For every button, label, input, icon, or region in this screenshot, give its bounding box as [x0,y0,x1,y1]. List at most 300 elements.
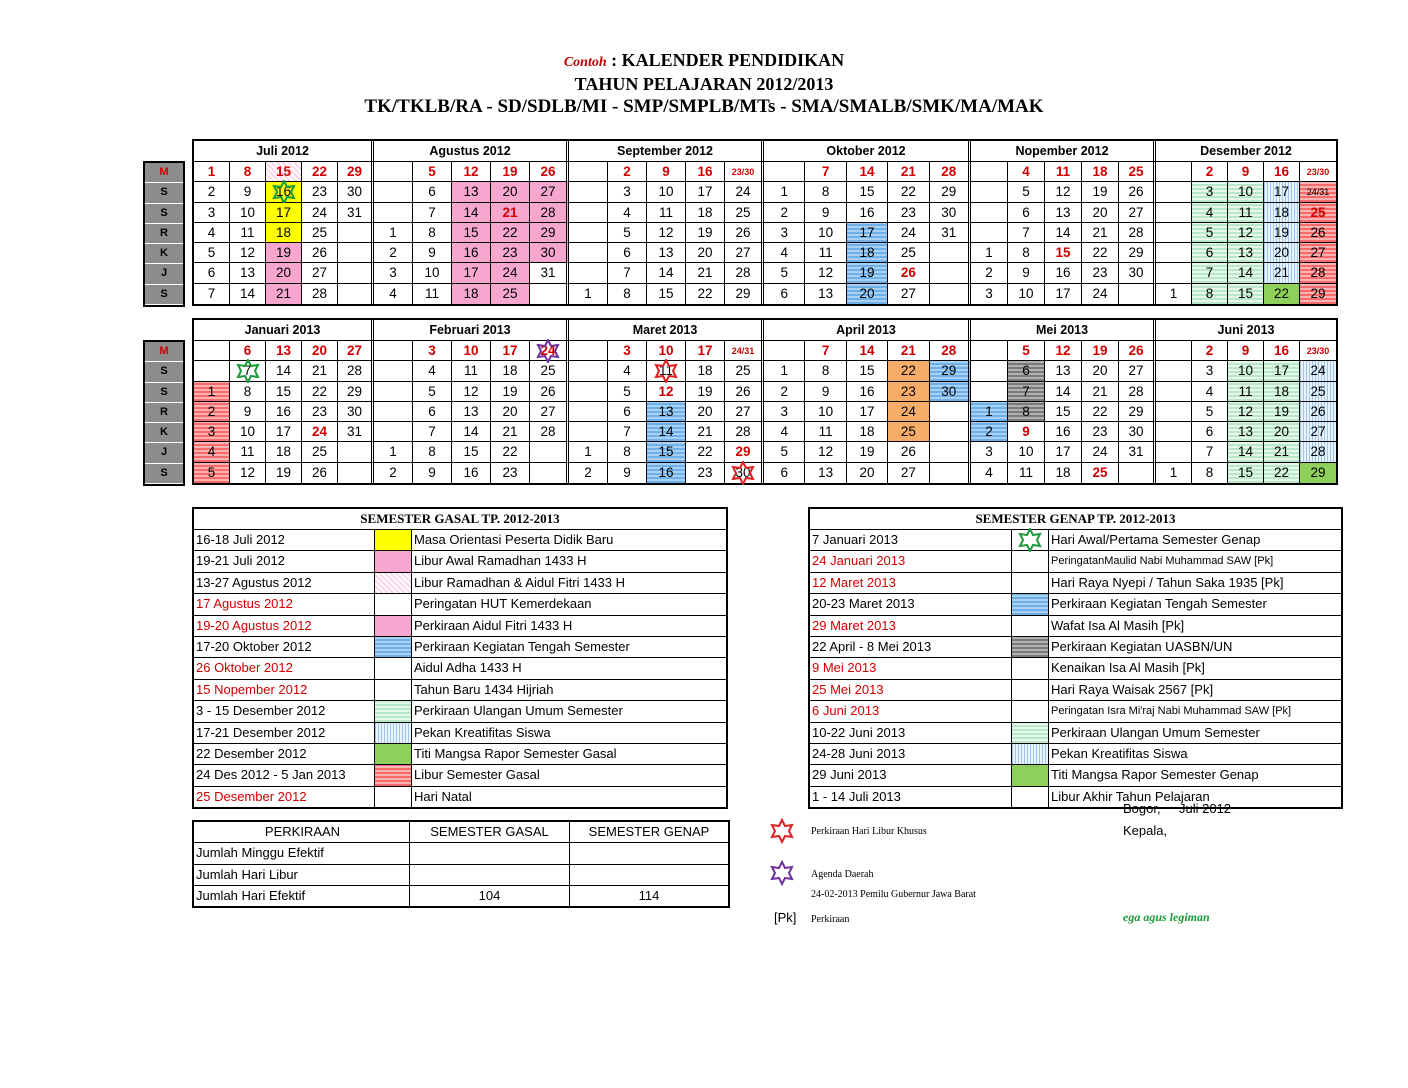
calendar-day: 21 [686,263,725,283]
day-label: S [145,204,183,224]
calendar-day: 21 [302,361,338,381]
calendar-day: 6 [413,182,452,202]
calendar-day: 19 [1082,182,1119,202]
calendar-day [569,162,608,182]
calendar-day: 4 [971,463,1008,483]
day-label: R [145,224,183,244]
calendar-day: 2 [971,422,1008,442]
calendar-day: 11 [647,203,686,223]
calendar-day: 26 [888,442,929,462]
calendar-day: 26 [530,382,569,402]
calendar-day: 28 [1300,263,1336,283]
calendar-day: 21 [266,284,302,304]
calendar-day: 30 [1119,422,1156,442]
calendar-day: 18 [686,361,725,381]
calendar-day: 18 [266,223,302,243]
purple-star-icon [768,860,796,886]
calendar-day: 4 [413,361,452,381]
signature-place: Bogor, [1123,801,1161,816]
calendar-day: 2 [374,243,413,263]
calendar-day: 29 [1119,243,1156,263]
calendar-day: 17 [686,182,725,202]
calendar-day: 13 [805,284,846,304]
month-name-row [194,320,1336,341]
calendar-day: 4 [194,442,230,462]
calendar-day: 17 [686,341,725,361]
calendar-day: 3 [971,284,1008,304]
calendar-day: 1 [971,243,1008,263]
semester-row [194,787,726,807]
calendar-day: 6 [764,463,805,483]
calendar-day: 10 [230,203,266,223]
calendar-day: 11 [805,243,846,263]
calendar-day: 5 [194,463,230,483]
calendar-day: 2 [971,263,1008,283]
calendar-day: 10 [413,263,452,283]
calendar-day: 15 [452,442,491,462]
calendar-day: 3 [413,341,452,361]
calendar-day: 21 [1264,263,1300,283]
calendar-day: 6 [230,341,266,361]
day-label: S [145,362,183,382]
calendar-day [194,341,230,361]
calendar-day: 25 [1300,203,1336,223]
calendar-day: 30 [338,182,374,202]
semester-row [810,787,1341,807]
event-description: Libur Semester Gasal [414,767,540,783]
calendar-day: 26 [530,162,569,182]
calendar-day: 29 [1300,463,1336,483]
perkiraan-row [194,886,728,906]
calendar-day: 27 [725,243,764,263]
calendar-day: 3 [608,341,647,361]
calendar-day [1156,422,1192,442]
calendar-day: 28 [1300,442,1336,462]
event-color-swatch [1012,637,1049,657]
semester-row [810,744,1341,765]
calendar-day: 25 [725,361,764,381]
calendar-day [569,341,608,361]
calendar-day [1119,284,1156,304]
signature-role: Kepala, [1123,823,1168,838]
event-date: 17 Agustus 2012 [194,594,375,614]
calendar-day: 3 [1192,361,1228,381]
day-label: M [145,163,183,183]
calendar-day [374,382,413,402]
calendar-day [971,341,1008,361]
calendar-day [930,402,971,422]
event-color-swatch [375,744,412,764]
calendar-day: 28 [530,422,569,442]
calendar-day: 6 [1192,422,1228,442]
calendar-day: 13 [452,402,491,422]
star-icon [234,359,262,383]
calendar-day: 30 [725,463,764,483]
calendar-day: 12 [805,442,846,462]
calendar-day: 15 [847,361,888,381]
calendar-day: 27 [1300,243,1336,263]
event-color-swatch [375,680,412,700]
calendar-day [1156,182,1192,202]
calendar-day [530,463,569,483]
title-line1 [0,50,1408,71]
calendar-day: 12 [647,382,686,402]
calendar-day: 7 [194,284,230,304]
event-description: Libur Ramadhan & Aidul Fitri 1433 H [414,574,626,590]
calendar-day: 30 [1119,263,1156,283]
semester-row [810,594,1341,615]
title-line3: TK/TKLB/RA - SD/SDLB/MI - SMP/SMPLB/MTs - SMA/SMALB/SMK/MA/MAK [364,96,1044,117]
event-date: 10-22 Juni 2013 [810,723,1012,743]
calendar-day [1156,361,1192,381]
calendar-day: 25 [302,442,338,462]
calendar-day: 14 [452,203,491,223]
calendar-day: 17 [266,422,302,442]
event-description: Libur Awal Ramadhan 1433 H [414,553,587,569]
calendar-day: 28 [338,361,374,381]
calendar-day: 25 [491,284,530,304]
calendar-day: 29 [725,284,764,304]
calendar-day: 13 [1045,361,1082,381]
calendar-day: 15 [647,442,686,462]
calendar-day: 6 [608,243,647,263]
perkiraan-table [192,820,730,908]
calendar-day: 4 [608,361,647,381]
calendar-day: 23 [1082,422,1119,442]
calendar-day: 15 [847,182,888,202]
semester-row [810,616,1341,637]
calendar-day: 24 [530,341,569,361]
calendar-day: 20 [266,263,302,283]
event-description: Hari Natal [414,788,472,804]
calendar-day: 6 [1008,203,1045,223]
calendar-day: 24 [725,182,764,202]
calendar-day: 18 [847,422,888,442]
calendar-day: 3 [764,402,805,422]
calendar-day: 15 [1045,402,1082,422]
calendar-day: 4 [1192,203,1228,223]
calendar-day [930,422,971,442]
calendar-day: 11 [413,284,452,304]
calendar-day: 15 [266,162,302,182]
event-date: 17-20 Oktober 2012 [194,637,375,657]
calendar-day: 6 [608,402,647,422]
calendar-day: 2 [1192,341,1228,361]
semester-row [810,701,1341,722]
calendar-day: 22 [1082,402,1119,422]
calendar-day: 12 [452,162,491,182]
calendar-day: 10 [230,422,266,442]
calendar-day [971,162,1008,182]
calendar-day: 22 [686,442,725,462]
calendar-day: 19 [686,382,725,402]
calendar-day: 26 [1119,341,1156,361]
calendar-day: 12 [1228,402,1264,422]
gasal-header: SEMESTER GASAL [410,822,570,842]
calendar-day: 23 [491,243,530,263]
calendar-day: 7 [805,162,846,182]
calendar-day: 26 [1119,182,1156,202]
calendar-day [338,263,374,283]
event-date: 3 - 15 Desember 2012 [194,701,375,721]
calendar-day: 13 [266,341,302,361]
calendar-day: 10 [452,341,491,361]
semester-row [194,530,726,551]
calendar-day [374,162,413,182]
event-color-swatch [375,701,412,721]
month-name: Juli 2012 [194,141,374,161]
calendar-day: 16 [266,402,302,422]
event-description: Hari Raya Waisak 2567 [Pk] [1051,681,1214,697]
day-label: J [145,443,183,463]
calendar-day [930,263,971,283]
calendar-day: 24 [1300,361,1336,381]
calendar-day: 14 [1228,263,1264,283]
calendar-day: 14 [1228,442,1264,462]
event-date: 22 April - 8 Mei 2013 [810,637,1012,657]
calendar-day: 19 [1082,341,1119,361]
semester-row [810,637,1341,658]
calendar-day: 14 [847,162,888,182]
calendar-day: 17 [1264,361,1300,381]
calendar-day: 18 [266,442,302,462]
semester-row [194,551,726,572]
event-description: Libur Akhir Tahun Pelajaran [1051,788,1210,804]
calendar-day: 20 [847,284,888,304]
calendar-day: 28 [302,284,338,304]
calendar-day: 20 [302,341,338,361]
month-name: Juni 2013 [1217,323,1275,337]
semester-row [810,573,1341,594]
red-star-icon [768,818,796,844]
calendar-day: 3 [374,263,413,283]
calendar-day: 20 [1082,361,1119,381]
calendar-day: 13 [452,182,491,202]
calendar-day: 28 [725,422,764,442]
event-color-swatch [375,765,412,785]
event-description: Perkiraan Kegiatan UASBN/UN [1051,638,1233,654]
event-date: 25 Mei 2013 [810,680,1012,700]
calendar-day: 23 [888,203,929,223]
semester-row [194,701,726,722]
semester-row [194,616,726,637]
calendar-day: 13 [647,243,686,263]
calendar-day: 13 [647,402,686,422]
calendar-day: 25 [1300,382,1336,402]
month-name: September 2012 [569,141,764,161]
event-description: Tahun Baru 1434 Hijriah [414,681,554,697]
gasal-value [410,865,570,885]
calendar-day: 13 [230,263,266,283]
calendar-day: 20 [491,182,530,202]
event-description: Pekan Kreatifitas Siswa [1051,745,1188,761]
month-name: April 2013 [764,320,971,340]
calendar-day: 29 [930,361,971,381]
calendar-day [971,182,1008,202]
calendar-day: 5 [1192,223,1228,243]
calendar-day: 23/30 [1300,341,1336,361]
event-color-swatch [375,594,412,614]
calendar-day: 20 [1264,243,1300,263]
calendar-day: 22 [491,442,530,462]
calendar-day: 9 [647,162,686,182]
calendar-day: 23 [302,182,338,202]
semester-row [194,658,726,679]
calendar-day: 26 [302,463,338,483]
calendar-day: 30 [530,243,569,263]
calendar-day: 21 [888,341,929,361]
calendar-day: 29 [1119,402,1156,422]
calendar-day: 22 [888,361,929,381]
calendar-day: 24 [302,203,338,223]
calendar-day: 8 [608,284,647,304]
star-icon [1016,528,1044,552]
calendar-day: 10 [647,182,686,202]
calendar-day: 12 [230,463,266,483]
calendar-day: 27 [1300,422,1336,442]
calendar-day [530,442,569,462]
calendar-day: 13 [1228,422,1264,442]
title-text: : KALENDER PENDIDIKAN [611,50,845,70]
calendar-day: 3 [971,442,1008,462]
calendar-day: 5 [413,382,452,402]
gasal-value [410,843,570,863]
calendar-day: 20 [1264,422,1300,442]
event-color-swatch [375,658,412,678]
event-date: 19-20 Agustus 2012 [194,616,375,636]
event-description: Hari Awal/Pertama Semester Genap [1051,532,1261,547]
calendar-day: 11 [647,361,686,381]
event-description: Masa Orientasi Peserta Didik Baru [414,532,614,547]
calendar-day: 27 [530,402,569,422]
calendar-day: 9 [805,382,846,402]
event-color-swatch [1012,701,1049,721]
calendar-day: 6 [413,402,452,422]
calendar-day: 14 [1045,382,1082,402]
calendar-day: 24 [1082,284,1119,304]
calendar-day: 23 [491,463,530,483]
semester-genap-header: SEMESTER GENAP TP. 2012-2013 [810,509,1341,530]
month-name: Mei 2013 [971,320,1156,340]
calendar-day: 21 [686,422,725,442]
calendar-day [569,223,608,243]
calendar-day: 7 [230,361,266,381]
calendar-day: 28 [930,162,971,182]
semester-row [810,765,1341,786]
event-color-swatch [375,573,412,593]
calendar-day: 30 [930,203,971,223]
calendar-day: 4 [194,223,230,243]
calendar-day [1156,402,1192,422]
calendar-day: 13 [1045,203,1082,223]
calendar-day [374,341,413,361]
calendar-day: 19 [266,463,302,483]
calendar-day: 7 [1008,223,1045,243]
month-name-row [194,141,1336,162]
event-color-swatch [375,637,412,657]
calendar-day: 10 [647,341,686,361]
semester-row [194,594,726,615]
day-label: J [145,264,183,284]
calendar-day [374,361,413,381]
calendar-day: 5 [1008,341,1045,361]
calendar-day: 1 [374,442,413,462]
calendar-day: 9 [1008,263,1045,283]
calendar-day: 16 [266,182,302,202]
calendar-day: 29 [725,442,764,462]
calendar-day: 7 [608,263,647,283]
calendar-day: 18 [847,243,888,263]
gasal-value: 104 [410,886,570,906]
semester-row [194,680,726,701]
calendar-day: 7 [608,422,647,442]
calendar-day [374,422,413,442]
event-color-swatch [1012,765,1049,785]
perkiraan-header: PERKIRAAN [194,822,410,842]
calendar-day: 9 [413,243,452,263]
calendar-day: 1 [1156,463,1192,483]
calendar-day: 23 [302,402,338,422]
event-color-swatch [1012,744,1049,764]
calendar-day: 27 [302,263,338,283]
calendar-day: 8 [805,361,846,381]
calendar-day: 21 [888,162,929,182]
calendar-day: 1 [764,182,805,202]
semester-row [810,658,1341,679]
calendar-day: 28 [1119,382,1156,402]
day-header-sem2 [143,340,185,486]
calendar-day: 3 [608,182,647,202]
calendar-day [338,463,374,483]
calendar-day: 12 [1045,182,1082,202]
calendar-day: 27 [725,402,764,422]
calendar-day: 8 [413,442,452,462]
event-color-swatch [1012,658,1049,678]
calendar-day: 20 [491,402,530,422]
calendar-day: 16 [452,243,491,263]
month-name: Nopember 2012 [971,141,1156,161]
day-label: M [145,342,183,362]
calendar-day: 9 [413,463,452,483]
calendar-day: 5 [764,263,805,283]
event-description: Kenaikan Isa Al Masih [Pk] [1051,660,1205,676]
calendar-day: 12 [1228,223,1264,243]
event-description: Perkiraan Kegiatan Tengah Semester [1051,596,1267,612]
calendar-day [338,284,374,304]
month-name: Agustus 2012 [374,141,569,161]
perkiraan-label: Jumlah Hari Efektif [194,886,410,906]
calendar-day: 6 [1008,361,1045,381]
calendar-day: 16 [1045,263,1082,283]
calendar-day: 26 [1300,223,1336,243]
calendar-day: 25 [888,243,929,263]
calendar-day: 3 [194,422,230,442]
calendar-day: 8 [1192,463,1228,483]
event-date: 24-28 Juni 2013 [810,744,1012,764]
calendar-day: 24/31 [725,341,764,361]
calendar-day [1156,243,1192,263]
calendar-day: 21 [491,203,530,223]
signature-name: ega agus legiman [1123,910,1210,924]
calendar-day: 9 [1008,422,1045,442]
calendar-day: 26 [725,382,764,402]
calendar-day: 9 [230,402,266,422]
event-color-swatch [375,723,412,743]
calendar-day: 18 [1264,203,1300,223]
calendar-day: 2 [1192,162,1228,182]
calendar-day [971,382,1008,402]
semester-row [194,723,726,744]
